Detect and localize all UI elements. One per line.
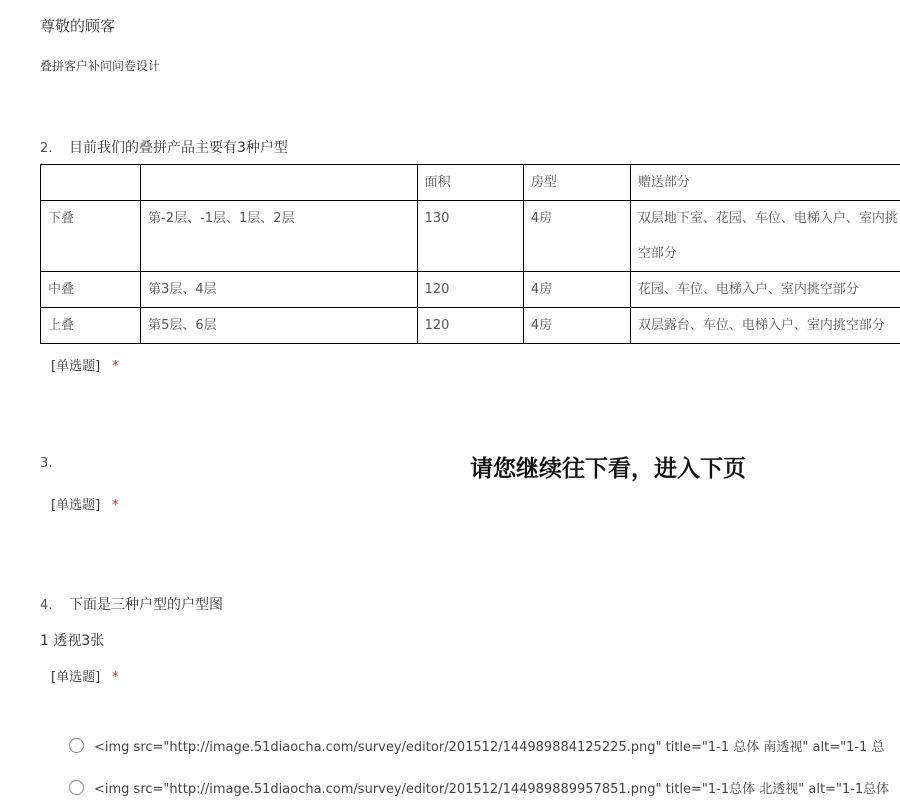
unit-types-table (40, 164, 900, 344)
question-number: 2. (40, 141, 53, 156)
required-mark: * (112, 359, 119, 374)
continue-notice: 请您继续往下看，进入下页 (470, 456, 746, 482)
table-cell: 第3层、4层 (141, 272, 418, 308)
table-cell: 双层露台、车位、电梯入户、室内挑空部分 (630, 308, 900, 344)
table-cell: 4房 (523, 308, 630, 344)
question-4-subtext: 1 透视3张 (40, 633, 105, 649)
question-3-title (40, 455, 69, 471)
question-3-type (51, 494, 119, 513)
question-4-option-1[interactable] (69, 736, 884, 755)
table-cell: 第5层、6层 (141, 308, 418, 344)
table-cell: 4房 (523, 272, 630, 308)
table-cell: 中叠 (41, 272, 141, 308)
radio-button[interactable] (69, 738, 84, 753)
greeting: 尊敬的顾客 (40, 17, 116, 35)
table-header-cell: 赠送部分 (630, 165, 900, 201)
table-header-cell: 房型 (523, 165, 630, 201)
table-cell: 130 (417, 201, 523, 272)
option-label: <img src="http://image.51diaocha.com/survey/editor/201512/144989884125225.png" title="1-1 总体 南透视" alt="1-1 总 (94, 740, 885, 755)
question-text: 下面是三种户型的户型图 (69, 597, 223, 613)
question-2-title (40, 137, 288, 157)
table-cell: 120 (417, 308, 523, 344)
question-2-type (51, 355, 119, 374)
table-header-cell: 面积 (417, 165, 523, 201)
question-4-type (51, 666, 119, 685)
question-type-label: [单选题] (51, 670, 101, 685)
required-mark: * (112, 670, 119, 685)
table-cell: 双层地下室、花园、车位、电梯入户、室内挑空部分 (630, 201, 900, 272)
table-cell: 第-2层、-1层、1层、2层 (141, 201, 418, 272)
question-4-title (40, 594, 223, 614)
table-row (41, 308, 900, 344)
table-row (41, 201, 900, 272)
table-cell: 下叠 (41, 201, 141, 272)
table-cell: 4房 (523, 201, 630, 272)
radio-button[interactable] (69, 780, 84, 795)
question-4-option-2[interactable] (69, 778, 889, 797)
table-header-cell (141, 165, 418, 201)
question-number: 4. (40, 598, 53, 613)
table-header-cell (41, 165, 141, 201)
required-mark: * (112, 498, 119, 513)
table-row (41, 272, 900, 308)
question-type-label: [单选题] (51, 498, 101, 513)
table-cell: 120 (417, 272, 523, 308)
table-cell: 上叠 (41, 308, 141, 344)
table-cell: 花园、车位、电梯入户、室内挑空部分 (630, 272, 900, 308)
question-type-label: [单选题] (51, 359, 101, 374)
survey-title: 叠拼客户补问问卷设计 (40, 59, 161, 73)
question-text: 目前我们的叠拼产品主要有3种户型 (69, 140, 288, 156)
table-header-row (41, 165, 900, 201)
option-label: <img src="http://image.51diaocha.com/survey/editor/201512/144989889957851.png" title="1-1总体 北透视" alt="1-1总体 (94, 782, 890, 797)
question-number: 3. (40, 456, 53, 471)
